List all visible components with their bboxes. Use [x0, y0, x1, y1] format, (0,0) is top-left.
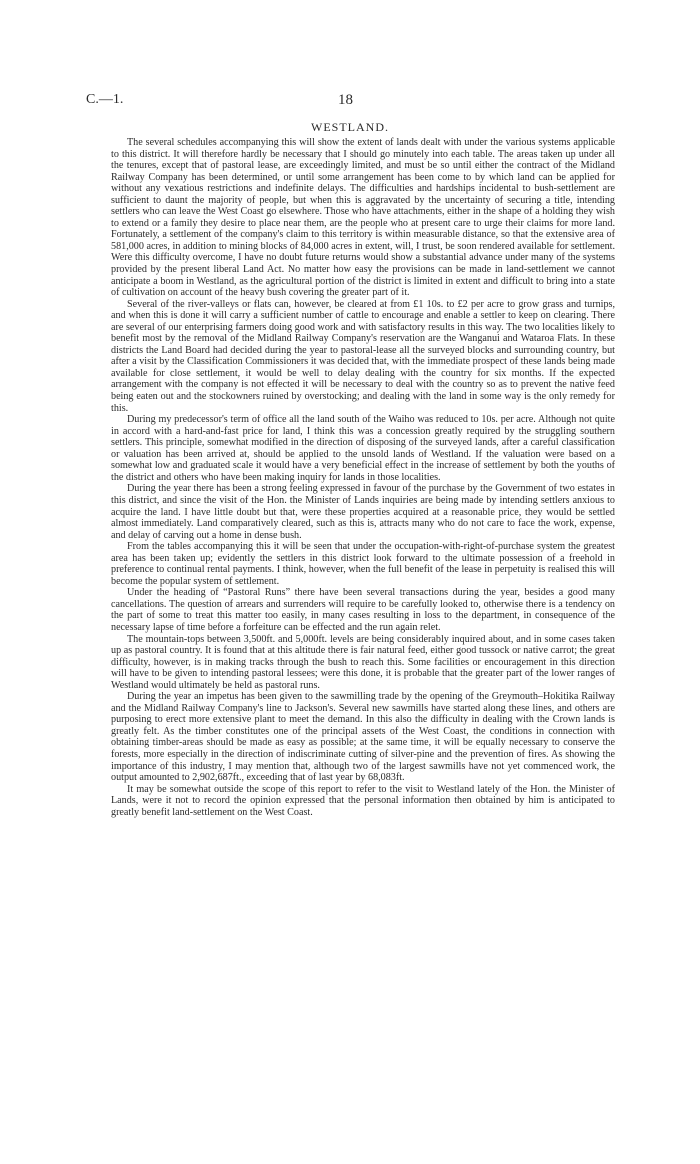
report-body [111, 137, 615, 818]
document-reference: C.—1. [86, 92, 124, 107]
paragraph: Several of the river-valleys or flats can, however, be cleared at from £1 10s. to £2 per acre to grow grass and turnips, and when this is done it will carry a sufficient number of cattle to encourage and enable a settler to keep on clearing. There are several of our enterprising farmers doing good work and with satisfactory results in this way. The two localities likely to benefit most by the removal of the Midland Railway Company's reservation are the Wanganui and Wataroa Flats. In these districts the Land Board had decided during the year to pastoral-lease all the surveyed blocks and surrounding country, but after a visit by the Classification Commissioners it was decided that, with the immediate prospect of these lands being made available for close settlement, it would be well to delay dealing with the country for six months. If the expected arrangement with the company is not effected it will be necessary to deal with the country so as to prevent the native feed being eaten out and the stockowners ruined by overstocking; and dealing with the land in some way is the only remedy for this. [111, 298, 615, 414]
paragraph: The mountain-tops between 3,500ft. and 5,000ft. levels are being considerably inquired about, and in some cases taken up as pastoral country. It is found that at this altitude there is fair natural feed, either good tussock or native carrot; the great difficulty, however, is in making tracks through the bush to reach this. Some facilities or encouragement in this direction will have to be given to intending pastoral lessees; were this done, it is probable that the greater part of the lower ranges of Westland would ultimately be held as pastoral runs. [111, 633, 615, 691]
paragraph: The several schedules accompanying this will show the extent of lands dealt with under the various systems applicable to this district. It will therefore hardly be necessary that I should go minutely into each table. The areas taken up under all the tenures, except that of pastoral lease, are exceedingly limited, and must be so until either the contract of the Midland Railway Company has been determined, or until some arrangement has been come to by which land can be applied for without any vexatious restrictions and indefinite delays. The difficulties and hardships incidental to bush-settlement are sufficient to daunt the majority of people, but when this is aggravated by the uncertainty of securing a title, intending settlers who can leave the West Coast go elsewhere. Those who have attachments, either in the shape of a holding they wish to extend or a family they desire to place near them, are the people who at present care to urge their claims for more land. Fortunately, a settlement of the company's claim to this territory is within measurable distance, so that the extensive area of 581,000 acres, in addition to mining blocks of 84,000 acres in extent, will, I trust, be soon rendered available for settlement. Were this difficulty overcome, I have no doubt future returns would show a substantial advance under many of the systems provided by the present liberal Land Act. No matter how easy the provisions can be made in land-settlement we cannot anticipate a boom in Westland, as the agricultural portion of the district is limited in extent and difficult to bring into a state of cultivation on account of the heavy bush covering the greater part of it. [111, 137, 615, 299]
section-title: WESTLAND. [311, 120, 389, 134]
paragraph: During my predecessor's term of office all the land south of the Waiho was reduced to 10s. per acre. Although not quite in accord with a hard-and-fast price for land, I think this was a concession greatly required by the struggling southern settlers. This principle, somewhat modified in the direction of disposing of the surveyed lands, after a careful classification or valuation has been arrived at, should be applied to the unsold lands of Westland. If the valuation were based on a somewhat low and graduated scale it would have a very beneficial effect in the increase of settlement by both the youths of the district and others who have been making inquiry for lands in those localities. [111, 414, 615, 483]
paragraph: From the tables accompanying this it will be seen that under the occupation-with-right-of-purchase system the greatest area has been taken up; evidently the settlers in this district look forward to the ultimate possession of a freehold in preference to continual rental payments. I think, however, when the full benefit of the lease in perpetuity is realised this will become the popular system of settlement. [111, 541, 615, 587]
paragraph: During the year an impetus has been given to the sawmilling trade by the opening of the Greymouth–Hokitika Railway and the Midland Railway Company's line to Jackson's. Several new sawmills have started along these lines, and others are purposing to erect more extensive plant to meet the demand. In this also the difficulty in dealing with the Crown lands is greatly felt. As the timber constitutes one of the principal assets of the West Coast, the conditions in connection with obtaining timber-areas should be made as easy as possible; at the same time, it will be equally necessary to conserve the forests, more especially in the direction of indiscriminate cutting of silver-pine and the prevention of fires. As showing the importance of this industry, I may mention that, although two of the largest sawmills have not yet commenced work, the output amounted to 2,902,687ft., exceeding that of last year by 68,083ft. [111, 691, 615, 784]
paragraph: It may be somewhat outside the scope of this report to refer to the visit to Westland lately of the Hon. the Minister of Lands, were it not to record the opinion expressed that the personal information then obtained by him is anticipated to greatly benefit land-settlement on the West Coast. [111, 783, 615, 818]
paragraph: Under the heading of “Pastoral Runs” there have been several transactions during the year, besides a good many cancellations. The question of arrears and surrenders will require to be carefully looked to, otherwise there is a tendency on the part of some to treat this matter too easily, in many cases resulting in loss to the department, in consequence of the necessary lapse of time before a forfeiture can be effected and the run again relet. [111, 587, 615, 633]
page-number: 18 [338, 92, 353, 108]
paragraph: During the year there has been a strong feeling expressed in favour of the purchase by the Government of two estates in this district, and since the visit of the Hon. the Minister of Lands inquiries are being made by intending settlers anxious to acquire the land. I have little doubt but that, were these properties acquired at a reasonable price, they would be settled almost immediately. Land comparatively cleared, such as this is, attracts many who do not care to face the work, expense, and delay of carving out a home in dense bush. [111, 483, 615, 541]
page-header [0, 92, 700, 112]
